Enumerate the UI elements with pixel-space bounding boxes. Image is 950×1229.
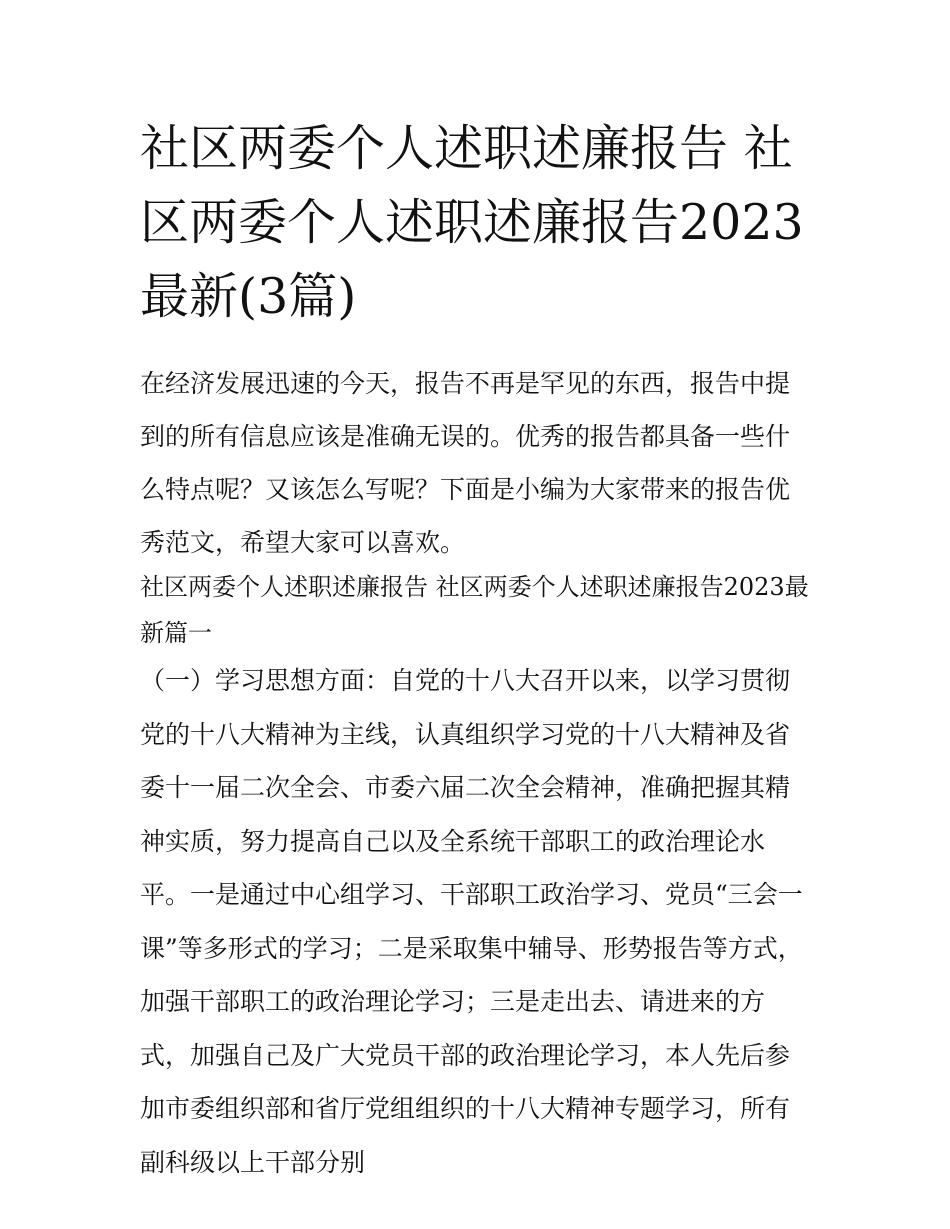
intro-paragraph: 在经济发展迅速的今天，报告不再是罕见的东西，报告中提到的所有信息应该是准确无误的。优秀的报告都具备一些什么特点呢？又该怎么写呢？下面是小编为大家带来的报告优秀范文，希望大家可以喜欢。: [140, 369, 791, 557]
section-heading: 社区两委个人述职述廉报告 社区两委个人述职述廉报告2023最新篇一: [140, 573, 809, 647]
document-title: 社区两委个人述职述廉报告 社区两委个人述职述廉报告2023最新(3篇): [140, 120, 804, 325]
body-paragraph: （一）学习思想方面：自党的十八大召开以来，以学习贯彻党的十八大精神为主线，认真组织学习党的十八大精神及省委十一届二次全会、市委六届二次全会精神，准确把握其精神实质，努力提高自己以及全系统干部职工的政治理论水平。一是通过中心组学习、干部职工政治学习、党员“三会一课”等多形式的学习；二是采取集中辅导、形势报告等方式，加强干部职工的政治理论学习；三是走出去、请进来的方式，加强自己及广大党员干部的政治理论学习，本人先后参加市委组织部和省厅党组组织的十八大精神专题学习，所有副科级以上干部分别: [140, 666, 803, 1177]
